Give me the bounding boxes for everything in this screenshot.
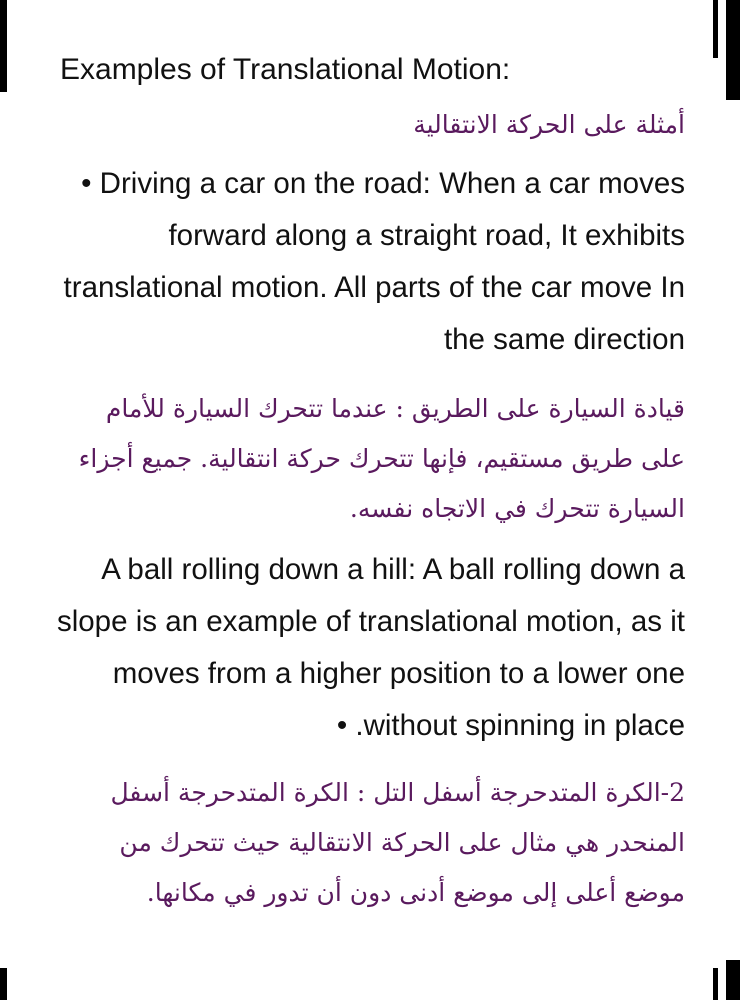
bottom-right-edge-bar-thin: [713, 968, 718, 1000]
example-1-arabic: قيادة السيارة على الطريق : عندما تتحرك السيارة للأمام على طريق مستقيم، فإنها تتحرك حركة انتقالية. جميع أجزاء السيارة تتحرك في الاتجاه نفسه.: [78, 394, 685, 523]
example-1-english: • Driving a car on the road: When a car moves forward along a straight road, It exhibits translational motion. All parts of the car move In the same direction: [63, 167, 685, 356]
page-title-arabic: أمثلة على الحركة الانتقالية: [413, 110, 685, 139]
bottom-left-edge-bar: [0, 968, 7, 1000]
document-content: [56, 48, 685, 918]
example-2-english: A ball rolling down a hill: A ball rolling down a slope is an example of translational motion, as it moves from a higher position to a lower one without spinning in place. •: [56, 553, 685, 742]
example-2-arabic: 2-الكرة المتدحرجة أسفل التل : الكرة المتدحرجة أسفل المنحدر هي مثال على الحركة الانتقالية حيث تتحرك من موضع أعلى إلى موضع أدنى دون أن تدور في مكانها.: [110, 778, 685, 907]
bottom-right-edge-bar: [726, 960, 740, 1000]
page-title: Examples of Translational Motion:: [60, 53, 511, 86]
top-left-edge-bar: [0, 0, 7, 92]
top-right-edge-bar: [726, 0, 740, 100]
top-right-edge-bar-thin: [713, 0, 718, 58]
